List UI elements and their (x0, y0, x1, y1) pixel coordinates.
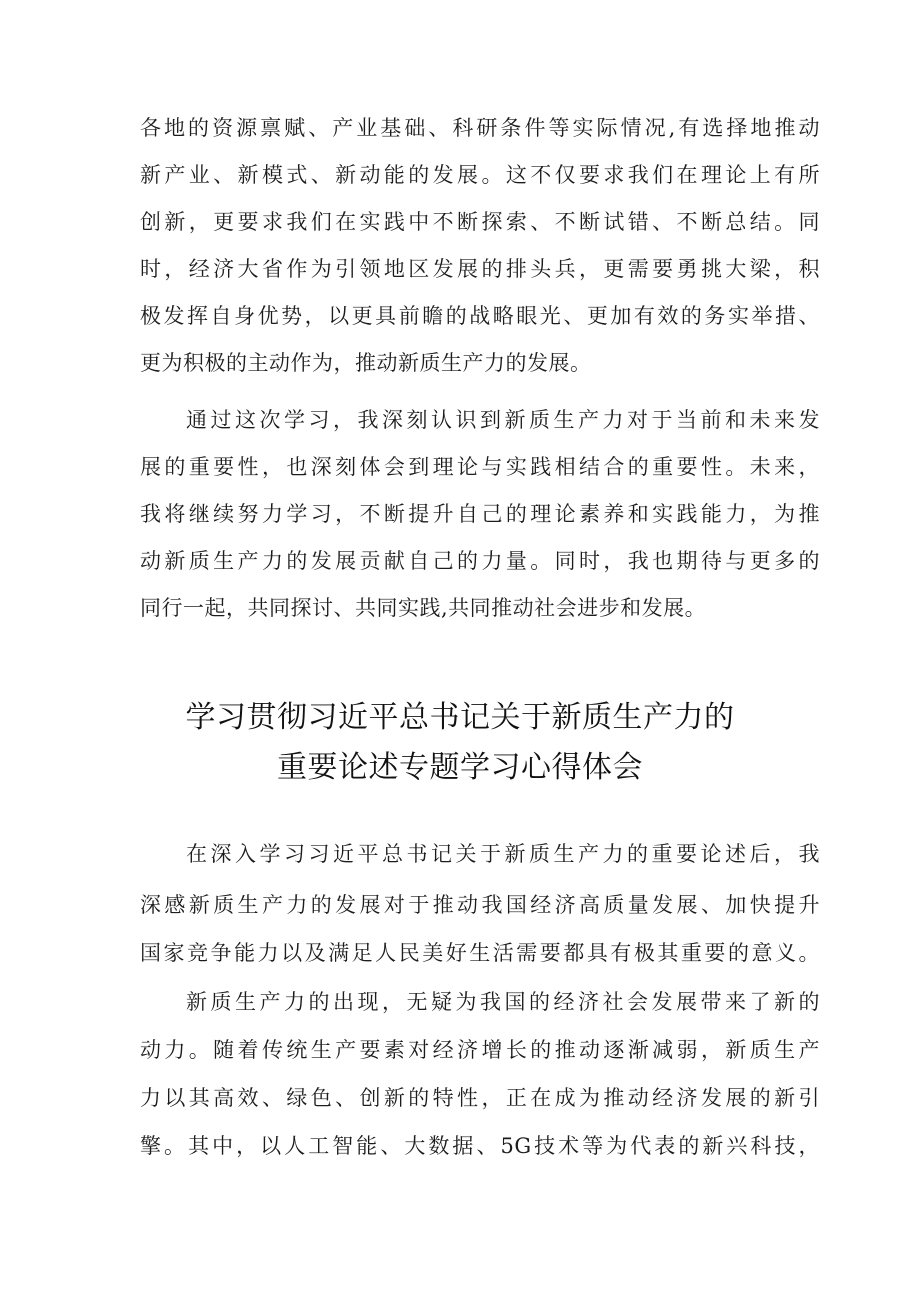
text-line: 更为积极的主动作为，推动新质生产力的发展。 (140, 351, 592, 375)
text-line: 深感新质生产力的发展对于推动我国经济高质量发展、加快提升 (140, 893, 820, 917)
text-line: 时，经济大省作为引领地区发展的排头兵，更需要勇挑大梁，积 (140, 257, 820, 281)
text-line: 同行一起，共同探讨、共同实践,共同推动社会进步和发展。 (140, 596, 707, 620)
text-line: 新质生产力的出现，无疑为我国的经济社会发展带来了新的 (186, 990, 820, 1014)
text-line: 擎。其中，以人工智能、大数据、5G技术等为代表的新兴科技， (140, 1134, 820, 1158)
article-title-line-2: 重要论述专题学习心得体会 (277, 750, 643, 785)
text-line: 通过这次学习，我深刻认识到新质生产力对于当前和未来发 (186, 408, 820, 432)
text-line: 新产业、新模式、新动能的发展。这不仅要求我们在理论上有所 (140, 163, 820, 187)
text-line: 我将继续努力学习，不断提升自己的理论素养和实践能力，为推 (140, 502, 820, 526)
text-line: 极发挥自身优势，以更具前瞻的战略眼光、更加有效的务实举措、 (140, 304, 820, 328)
text-line: 创新，更要求我们在实践中不断探索、不断试错、不断总结。同 (140, 210, 820, 234)
text-line: 动力。随着传统生产要素对经济增长的推动逐渐减弱，新质生产 (140, 1038, 820, 1062)
text-line: 力以其高效、绿色、创新的特性，正在成为推动经济发展的新引 (140, 1086, 820, 1110)
article-title-line-1: 学习贯彻习近平总书记关于新质生产力的 (185, 700, 735, 735)
text-line: 动新质生产力的发展贡献自己的力量。同时，我也期待与更多的 (140, 549, 820, 573)
text-line: 国家竞争能力以及满足人民美好生活需要都具有极其重要的意义。 (140, 941, 820, 965)
text-line: 展的重要性，也深刻体会到理论与实践相结合的重要性。未来， (140, 455, 820, 479)
text-line: 在深入学习习近平总书记关于新质生产力的重要论述后，我 (186, 842, 820, 866)
text-line: 各地的资源禀赋、产业基础、科研条件等实际情况,有选择地推动 (140, 116, 820, 140)
